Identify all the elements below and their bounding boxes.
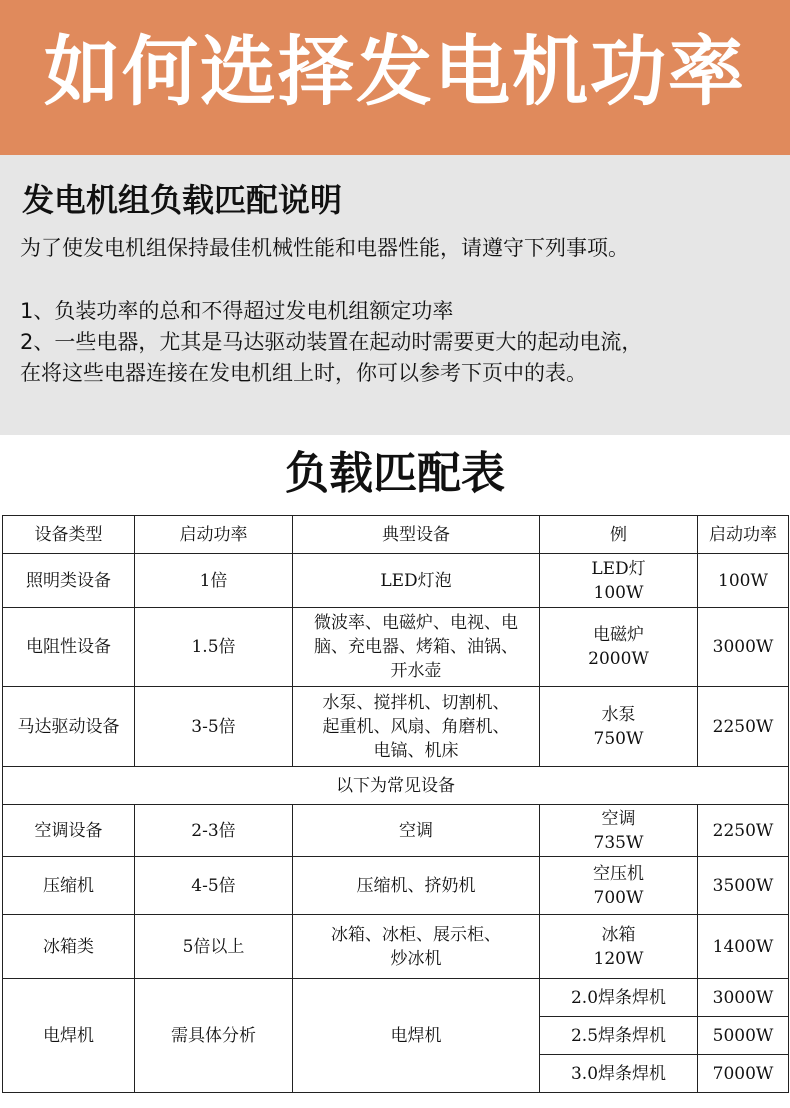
info-notes: [20, 296, 642, 389]
devices-cell: 冰箱、冰柜、展示柜、 炒冰机: [293, 915, 540, 979]
example-cell: LED灯 100W: [540, 554, 698, 608]
devices-cell: 微波率、电磁炉、电视、电 脑、充电器、烤箱、油锅、 开水壶: [293, 608, 540, 687]
note-line: 在将这些电器连接在发电机组上时，你可以参考下页中的表。: [20, 361, 587, 385]
note-line: 2、一些电器，尤其是马达驱动装置在起动时需要更大的起动电流，: [20, 330, 643, 354]
section-row: [3, 767, 789, 805]
power-cell: 2250W: [698, 805, 789, 857]
devices-cell: 压缩机、挤奶机: [293, 857, 540, 915]
device-type-cell: 电焊机: [3, 979, 135, 1093]
device-type-cell: 空调设备: [3, 805, 135, 857]
header-banner: [0, 0, 790, 155]
example-cell: 空调 735W: [540, 805, 698, 857]
note-line: 1、负装功率的总和不得超过发电机组额定功率: [20, 299, 454, 323]
power-cell: 1400W: [698, 915, 789, 979]
table-row: [3, 687, 789, 767]
table-row: [3, 805, 789, 857]
devices-cell: 空调: [293, 805, 540, 857]
column-header: 启动功率: [135, 516, 293, 554]
column-header: 例: [540, 516, 698, 554]
power-cell: 3000W: [698, 608, 789, 687]
power-cell: 3000W: [698, 979, 789, 1017]
example-cell: 电磁炉 2000W: [540, 608, 698, 687]
example-cell: 2.5焊条焊机: [540, 1017, 698, 1055]
device-type-cell: 照明类设备: [3, 554, 135, 608]
info-panel: [0, 155, 790, 435]
device-type-cell: 马达驱动设备: [3, 687, 135, 767]
multiplier-cell: 1倍: [135, 554, 293, 608]
example-cell: 水泵 750W: [540, 687, 698, 767]
table-row: [3, 554, 789, 608]
example-cell: 冰箱 120W: [540, 915, 698, 979]
device-type-cell: 电阻性设备: [3, 608, 135, 687]
table-header-row: [3, 516, 789, 554]
power-cell: 2250W: [698, 687, 789, 767]
example-cell: 2.0焊条焊机: [540, 979, 698, 1017]
table-row: [3, 915, 789, 979]
info-heading: 发电机组负载匹配说明: [22, 181, 343, 219]
devices-cell: 电焊机: [293, 979, 540, 1093]
load-matching-table: [2, 515, 789, 1093]
device-type-cell: 冰箱类: [3, 915, 135, 979]
section-label: 以下为常见设备: [3, 767, 789, 805]
devices-cell: 水泵、搅拌机、切割机、 起重机、风扇、角磨机、 电镐、机床: [293, 687, 540, 767]
column-header: 启动功率: [698, 516, 789, 554]
power-cell: 7000W: [698, 1055, 789, 1093]
power-cell: 5000W: [698, 1017, 789, 1055]
multiplier-cell: 5倍以上: [135, 915, 293, 979]
column-header: 典型设备: [293, 516, 540, 554]
table-title: 负载匹配表: [285, 448, 505, 499]
example-cell: 空压机 700W: [540, 857, 698, 915]
table-row: [3, 857, 789, 915]
table-row: [3, 979, 789, 1017]
multiplier-cell: 3-5倍: [135, 687, 293, 767]
table-row: [3, 608, 789, 687]
power-cell: 100W: [698, 554, 789, 608]
devices-cell: LED灯泡: [293, 554, 540, 608]
device-type-cell: 压缩机: [3, 857, 135, 915]
info-intro: 为了使发电机组保持最佳机械性能和电器性能，请遵守下列事项。: [20, 236, 629, 260]
column-header: 设备类型: [3, 516, 135, 554]
multiplier-cell: 4-5倍: [135, 857, 293, 915]
example-cell: 3.0焊条焊机: [540, 1055, 698, 1093]
power-cell: 3500W: [698, 857, 789, 915]
multiplier-cell: 1.5倍: [135, 608, 293, 687]
page-title: 如何选择发电机功率: [44, 27, 746, 116]
multiplier-cell: 2-3倍: [135, 805, 293, 857]
multiplier-cell: 需具体分析: [135, 979, 293, 1093]
